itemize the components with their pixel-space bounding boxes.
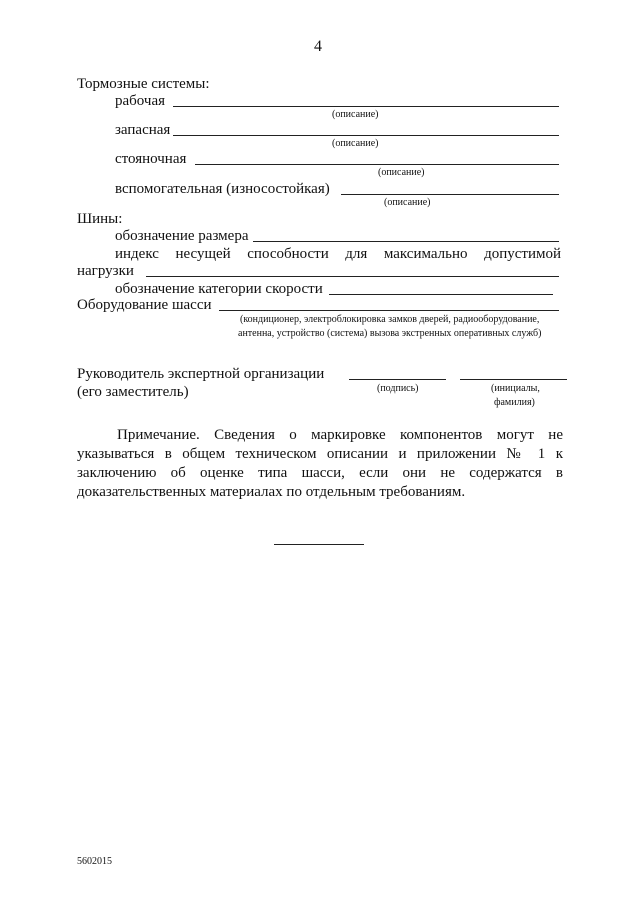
name-field[interactable] [460, 379, 567, 380]
name-caption-1: (инициалы, [491, 383, 540, 394]
end-separator [274, 544, 364, 545]
reserve-brake-field[interactable] [173, 135, 559, 136]
parking-brake-caption: (описание) [378, 167, 425, 178]
service-brake-label: рабочая [115, 93, 166, 109]
reserve-brake-label: запасная [115, 122, 171, 138]
chassis-equipment-caption-1: (кондиционер, электроблокировка замков дверей, радиооборудование, [240, 314, 540, 325]
chassis-equipment-caption-2: антенна, устройство (система) вызова экстренных оперативных служб) [238, 328, 542, 339]
service-brake-caption: (описание) [332, 109, 379, 120]
signature-field[interactable] [349, 379, 446, 380]
page-number: 4 [314, 38, 322, 55]
auxiliary-brake-field[interactable] [341, 194, 559, 195]
head-title: Руководитель экспертной организации [77, 366, 325, 382]
footer-code: 5602015 [77, 856, 112, 867]
tire-size-label: обозначение размера [115, 228, 249, 244]
parking-brake-label: стояночная [115, 151, 187, 167]
parking-brake-field[interactable] [195, 164, 559, 165]
chassis-equipment-label: Оборудование шасси [77, 297, 212, 313]
auxiliary-brake-label: вспомогательная (износостойкая) [115, 181, 330, 197]
note-line-1: Примечание. Сведения о маркировке компонентов могут не [117, 427, 563, 443]
name-caption-2: фамилия) [494, 397, 535, 408]
speed-category-field[interactable] [329, 294, 553, 295]
tires-heading: Шины: [77, 211, 123, 227]
note-line-4: доказательственных материалах по отдельным требованиям. [77, 484, 466, 500]
brakes-heading: Тормозные системы: [77, 76, 210, 92]
chassis-equipment-field[interactable] [219, 310, 559, 311]
speed-category-label: обозначение категории скорости [115, 281, 323, 297]
head-title-deputy: (его заместитель) [77, 384, 189, 400]
note-line-3: заключению об оценке типа шасси, если они не содержатся в [77, 465, 563, 481]
load-index-field[interactable] [146, 276, 559, 277]
service-brake-field[interactable] [173, 106, 559, 107]
note-line-2: указываться в общем техническом описании и приложении № 1 к [77, 446, 563, 462]
auxiliary-brake-caption: (описание) [384, 197, 431, 208]
load-index-label-cont: нагрузки [77, 263, 134, 279]
reserve-brake-caption: (описание) [332, 138, 379, 149]
signature-caption: (подпись) [377, 383, 419, 394]
tire-size-field[interactable] [253, 241, 559, 242]
load-index-label: индекс несущей способности для максимально допустимой [115, 246, 561, 262]
